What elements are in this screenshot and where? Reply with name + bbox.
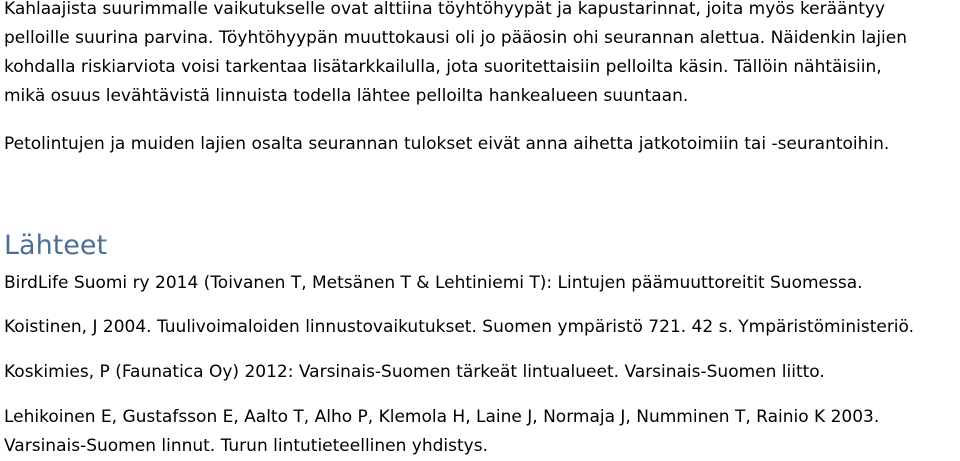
reference-item (4, 403, 879, 461)
body-paragraph-waders (4, 0, 907, 111)
references-heading: Lähteet (4, 230, 108, 261)
paragraph-line: kohdalla riskiarviota voisi tarkentaa lisätarkkailulla, jota suoritettaisiin pelloilta käsin. Tällöin nähtäisiin, (4, 57, 882, 77)
reference-line: Koskimies, P (Faunatica Oy) 2012: Varsinais-Suomen tärkeät lintualueet. Varsinais-Suomen liitto. (4, 362, 825, 382)
paragraph-line: pelloille suurina parvina. Töyhtöhyypän muuttokausi oli jo pääosin ohi seurannan alettua. Näidenkin lajien (4, 28, 908, 48)
reference-line: Koistinen, J 2004. Tuulivoimaloiden linnustovaikutukset. Suomen ympäristö 721. 42 s. Ympäristöministeriö. (4, 317, 915, 337)
reference-line: Lehikoinen E, Gustafsson E, Aalto T, Alho P, Klemola H, Laine J, Normaja J, Numminen T, Rainio K 2003. (4, 407, 880, 427)
paragraph-line: Kahlaajista suurimmalle vaikutukselle ovat alttiina töyhtöhyypät ja kapustarinnat, joita myös kerääntyy (4, 0, 886, 19)
reference-item (4, 358, 825, 387)
paragraph-line: Petolintujen ja muiden lajien osalta seurannan tulokset eivät anna aihetta jatkotoimiin tai -seurantoihin. (4, 134, 890, 154)
reference-line: Varsinais-Suomen linnut. Turun lintutieteellinen yhdistys. (4, 436, 488, 456)
paragraph-line: mikä osuus levähtävistä linnuista todella lähtee pelloilta hankealueen suuntaan. (4, 86, 689, 106)
reference-item (4, 313, 914, 342)
reference-line: BirdLife Suomi ry 2014 (Toivanen T, Metsänen T & Lehtiniemi T): Lintujen päämuuttoreitit Suomessa. (4, 273, 863, 293)
reference-item (4, 269, 863, 298)
body-paragraph-raptors (4, 130, 889, 159)
